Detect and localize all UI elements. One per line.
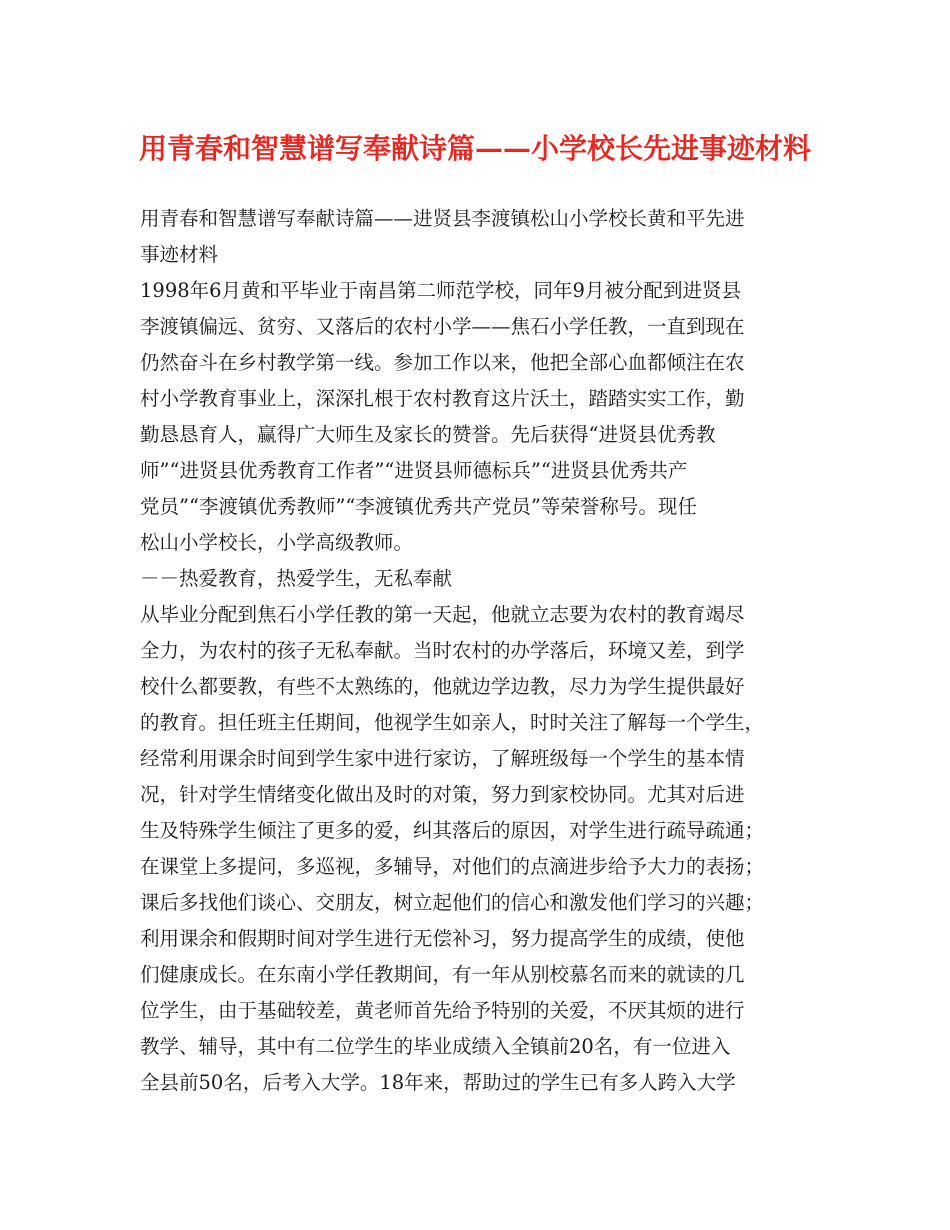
body-line: 1998年6月黄和平毕业于南昌第二师范学校，同年9月被分配到进贤县 bbox=[140, 279, 741, 302]
body-line: 村小学教育事业上，深深扎根于农村教育这片沃土，踏踏实实工作，勤 bbox=[140, 387, 745, 410]
body-line: 教学、辅导，其中有二位学生的毕业成绩入全镇前20名，有一位进入 bbox=[140, 1035, 731, 1058]
body-line: 况，针对学生情绪变化做出及时的对策，努力到家校协同。尤其对后进 bbox=[140, 783, 745, 806]
body-line: 师”“进贤县优秀教育工作者”“进贤县师德标兵”“进贤县优秀共产 bbox=[140, 459, 688, 482]
body-line: 党员”“李渡镇优秀教师”“李渡镇优秀共产党员”等荣誉称号。现任 bbox=[140, 495, 697, 518]
body-line: 松山小学校长，小学高级教师。 bbox=[140, 531, 414, 554]
body-line: －－热爱教育，热爱学生，无私奉献 bbox=[140, 567, 453, 590]
body-line: 生及特殊学生倾注了更多的爱，纠其落后的原因，对学生进行疏导疏通； bbox=[140, 819, 765, 842]
body-line: 的教育。担任班主任期间，他视学生如亲人，时时关注了解每一个学生， bbox=[140, 711, 765, 734]
body-line: 从毕业分配到焦石小学任教的第一天起，他就立志要为农村的教育竭尽 bbox=[140, 603, 745, 626]
body-line: 课后多找他们谈心、交朋友，树立起他们的信心和激发他们学习的兴趣； bbox=[140, 891, 765, 914]
body-line: 位学生，由于基础较差，黄老师首先给予特别的关爱，不厌其烦的进行 bbox=[140, 999, 745, 1022]
body-line: 利用课余和假期时间对学生进行无偿补习，努力提高学生的成绩，使他 bbox=[140, 927, 745, 950]
body-line: 全力，为农村的孩子无私奉献。当时农村的办学落后，环境又差，到学 bbox=[140, 639, 745, 662]
document-body bbox=[140, 201, 815, 1101]
body-line: 们健康成长。在东南小学任教期间，有一年从别校慕名而来的就读的几 bbox=[140, 963, 745, 986]
body-line: 勤恳恳育人，赢得广大师生及家长的赞誉。先后获得“进贤县优秀教 bbox=[140, 423, 716, 446]
body-line: 仍然奋斗在乡村教学第一线。参加工作以来，他把全部心血都倾注在农 bbox=[140, 351, 745, 374]
body-line: 李渡镇偏远、贫穷、又落后的农村小学——焦石小学任教，一直到现在 bbox=[140, 315, 745, 338]
body-line: 事迹材料 bbox=[140, 243, 219, 266]
body-line: 用青春和智慧谱写奉献诗篇——进贤县李渡镇松山小学校长黄和平先进 bbox=[140, 207, 745, 230]
document-title: 用青春和智慧谱写奉献诗篇——小学校长先进事迹材料 bbox=[139, 132, 812, 165]
body-line: 全县前50名，后考入大学。18年来，帮助过的学生已有多人跨入大学 bbox=[140, 1071, 736, 1094]
body-line: 经常利用课余时间到学生家中进行家访，了解班级每一个学生的基本情 bbox=[140, 747, 745, 770]
body-line: 在课堂上多提问，多巡视，多辅导，对他们的点滴进步给予大力的表扬； bbox=[140, 855, 765, 878]
body-line: 校什么都要教，有些不太熟练的，他就边学边教，尽力为学生提供最好 bbox=[140, 675, 745, 698]
